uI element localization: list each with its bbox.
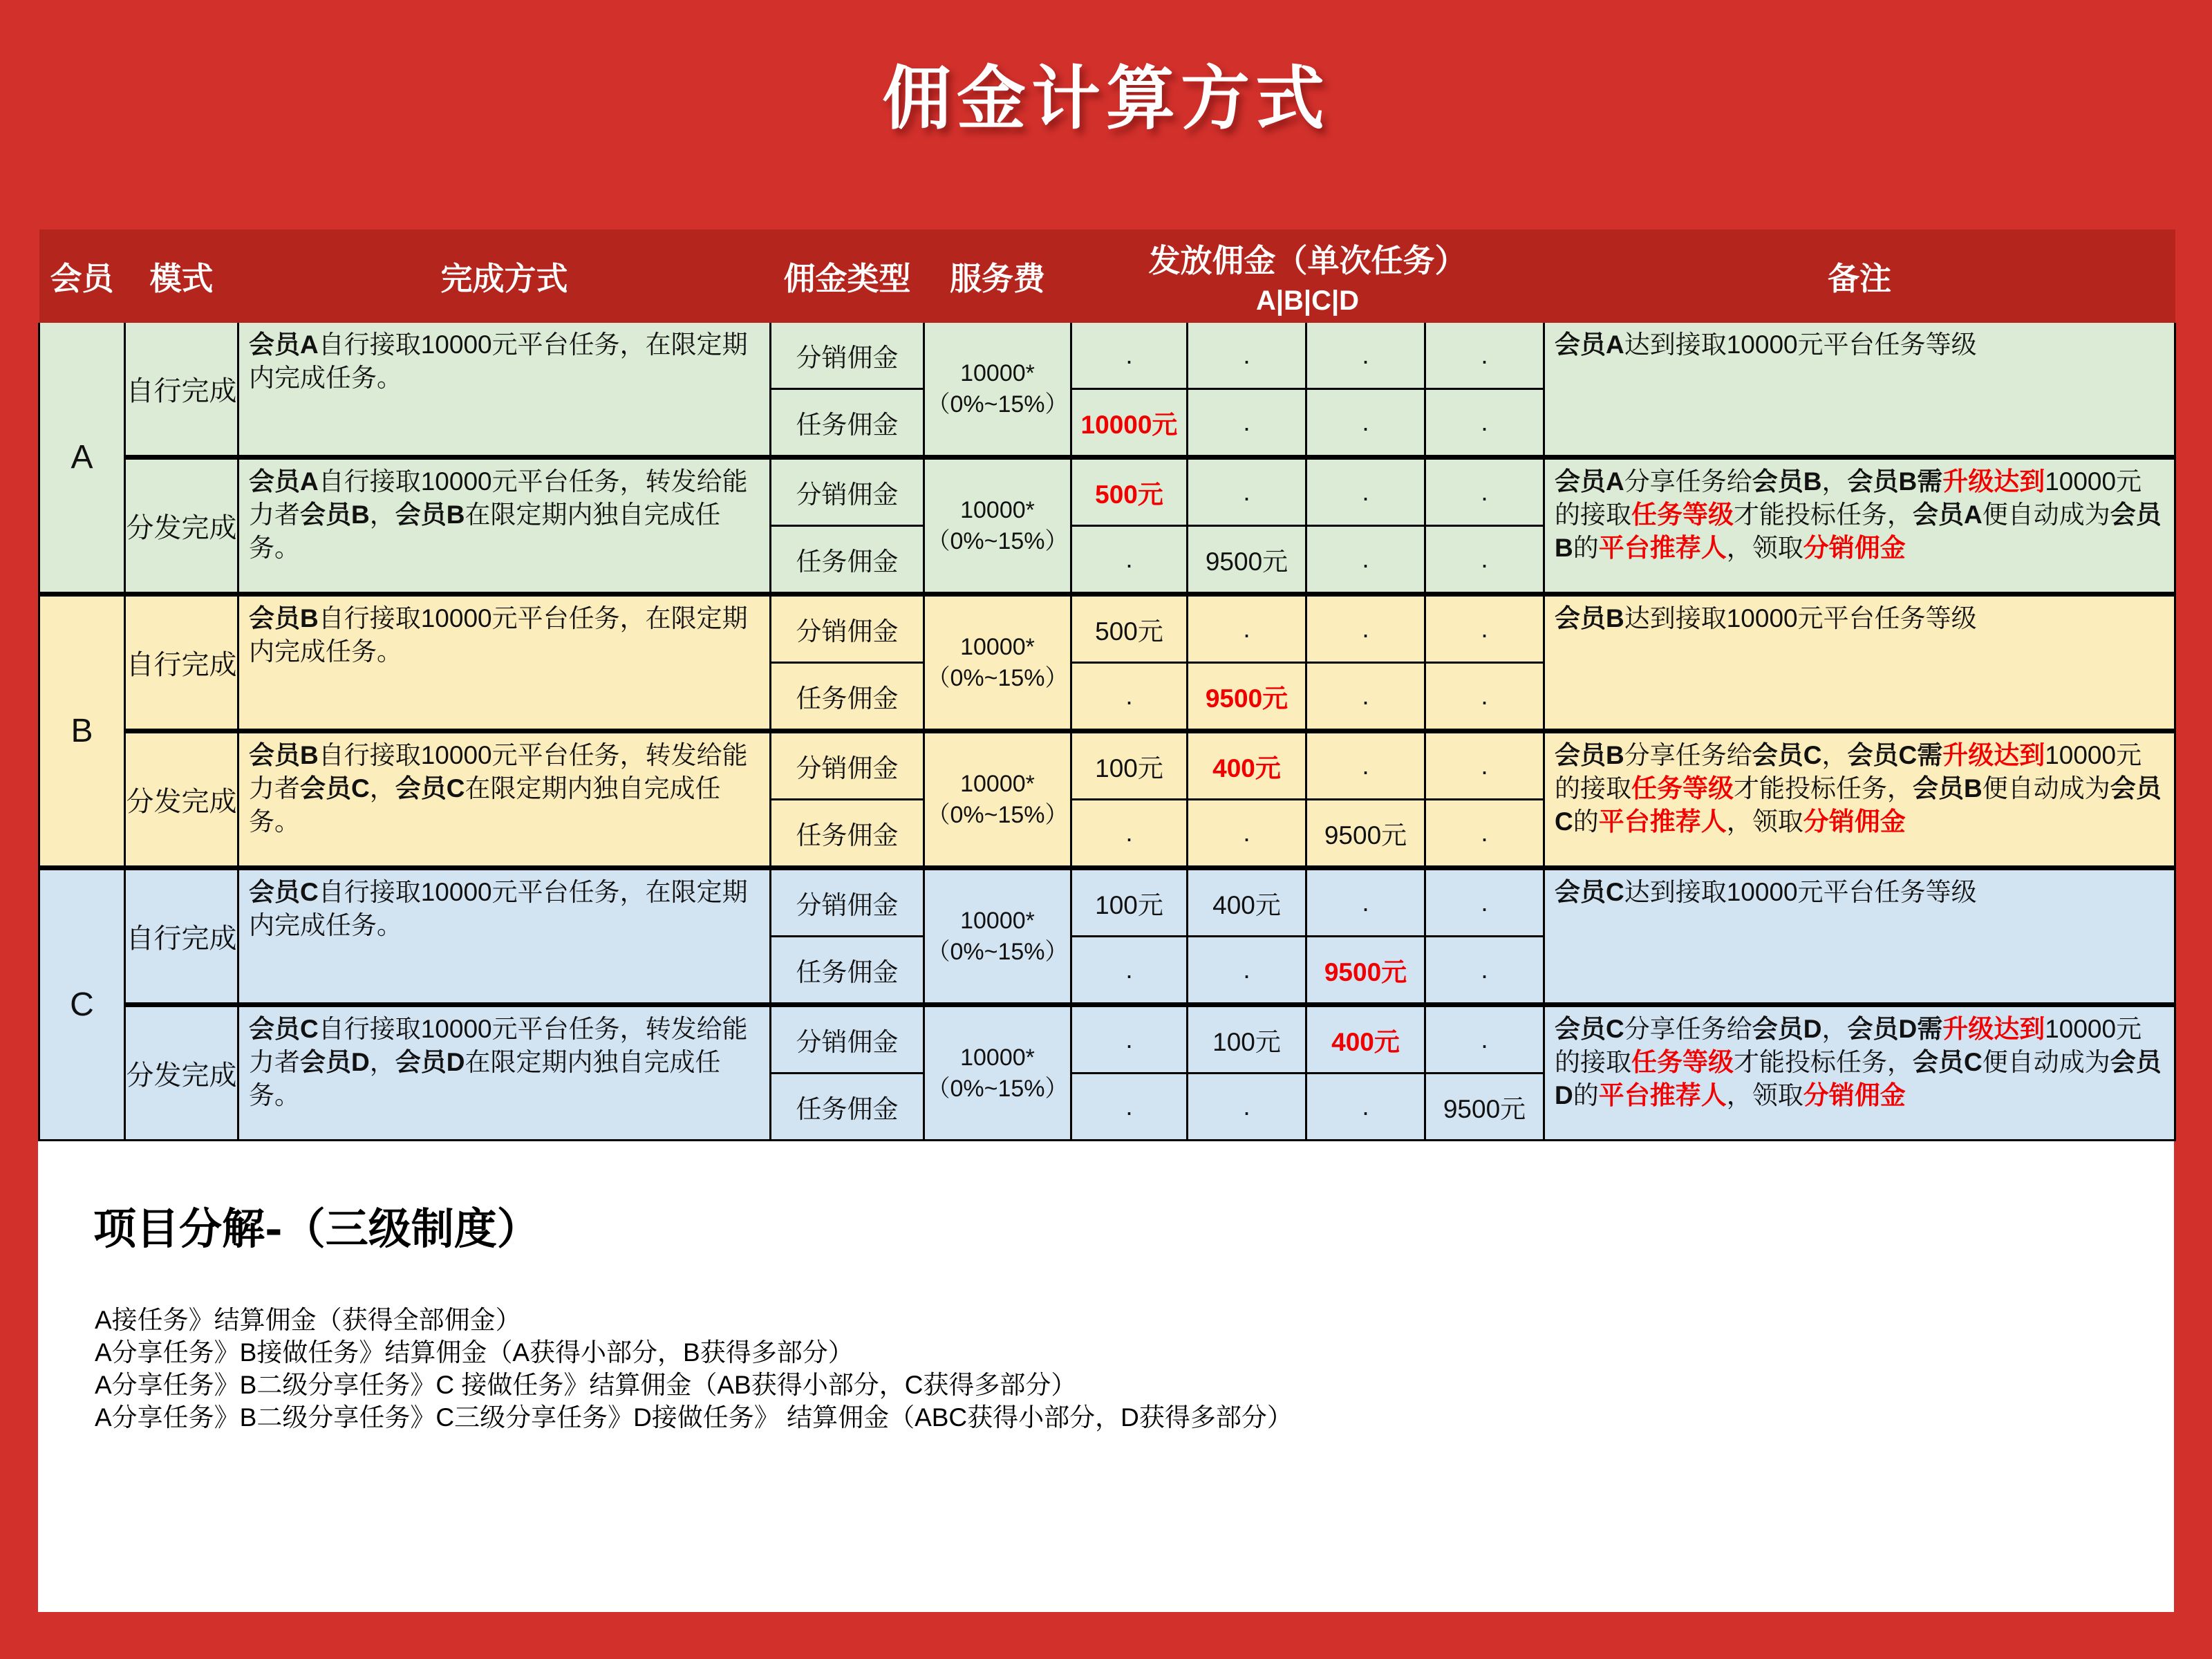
cell-value-D: . <box>1425 389 1544 458</box>
cell-commission-type: 任务佣金 <box>771 389 924 458</box>
header-row <box>39 229 2175 323</box>
header-commission-type: 佣金类型 <box>771 229 924 323</box>
cell-commission-type: 分销佣金 <box>771 868 924 937</box>
cell-value-C: . <box>1306 389 1425 458</box>
cell-value-C: . <box>1306 731 1425 800</box>
cell-value-D: . <box>1425 1005 1544 1074</box>
table-row <box>39 594 2175 663</box>
cell-commission-type: 分销佣金 <box>771 1005 924 1074</box>
cell-remark: 会员B达到接取10000元平台任务等级 <box>1544 594 2175 731</box>
cell-commission-type: 任务佣金 <box>771 1074 924 1141</box>
cell-method: 会员C自行接取10000元平台任务，转发给能力者会员D，会员D在限定期内独自完成任务。 <box>238 1005 771 1141</box>
table-row <box>39 458 2175 526</box>
cell-value-D: . <box>1425 458 1544 526</box>
cell-value-B: 9500元 <box>1188 663 1306 731</box>
cell-value-D: . <box>1425 526 1544 594</box>
cell-value-A: 10000元 <box>1071 389 1188 458</box>
header-remark: 备注 <box>1544 229 2175 323</box>
cell-mode: 自行完成 <box>125 594 238 731</box>
cell-service-fee: 10000* （0%~15%） <box>924 323 1071 458</box>
cell-value-C: 400元 <box>1306 1005 1425 1074</box>
commission-table-wrap <box>38 229 2174 1141</box>
cell-method: 会员B自行接取10000元平台任务，转发给能力者会员C，会员C在限定期内独自完成任务。 <box>238 731 771 868</box>
cell-commission-type: 任务佣金 <box>771 663 924 731</box>
header-payout-sub: A|B|C|D <box>1255 285 1360 316</box>
cell-remark: 会员B分享任务给会员C，会员C需升级达到10000元的接取任务等级才能投标任务，会员B便自动成为会员C的平台推荐人，领取分销佣金 <box>1544 731 2175 868</box>
cell-value-C: . <box>1306 594 1425 663</box>
cell-mode: 分发完成 <box>125 458 238 594</box>
header-mode: 模式 <box>125 229 238 323</box>
cell-commission-type: 分销佣金 <box>771 458 924 526</box>
table-row <box>39 323 2175 389</box>
cell-value-A: 100元 <box>1071 731 1188 800</box>
cell-value-C: . <box>1306 458 1425 526</box>
cell-value-D: . <box>1425 800 1544 868</box>
cell-mode: 自行完成 <box>125 323 238 458</box>
cell-value-A: . <box>1071 800 1188 868</box>
cell-value-B: . <box>1188 800 1306 868</box>
cell-value-B: . <box>1188 1074 1306 1141</box>
cell-service-fee: 10000* （0%~15%） <box>924 458 1071 594</box>
cell-value-A: 500元 <box>1071 594 1188 663</box>
cell-value-C: 9500元 <box>1306 800 1425 868</box>
header-service-fee: 服务费 <box>924 229 1071 323</box>
cell-value-B: 400元 <box>1188 731 1306 800</box>
header-method: 完成方式 <box>238 229 771 323</box>
cell-member: B <box>39 594 125 868</box>
cell-value-D: 9500元 <box>1425 1074 1544 1141</box>
cell-value-C: . <box>1306 323 1425 389</box>
cell-value-A: 100元 <box>1071 868 1188 937</box>
cell-value-B: 100元 <box>1188 1005 1306 1074</box>
cell-value-A: . <box>1071 1005 1188 1074</box>
cell-commission-type: 分销佣金 <box>771 731 924 800</box>
breakdown-line: A分享任务》B二级分享任务》C三级分享任务》D接做任务》 结算佣金（ABC获得小部分，D获得多部分） <box>95 1403 1293 1432</box>
cell-value-D: . <box>1425 731 1544 800</box>
cell-value-B: . <box>1188 594 1306 663</box>
header-member: 会员 <box>39 229 125 323</box>
cell-value-C: . <box>1306 1074 1425 1141</box>
cell-remark: 会员A分享任务给会员B，会员B需升级达到10000元的接取任务等级才能投标任务，会员A便自动成为会员B的平台推荐人，领取分销佣金 <box>1544 458 2175 594</box>
cell-commission-type: 分销佣金 <box>771 594 924 663</box>
cell-service-fee: 10000* （0%~15%） <box>924 1005 1071 1141</box>
table-row <box>39 868 2175 937</box>
cell-service-fee: 10000* （0%~15%） <box>924 731 1071 868</box>
breakdown-line: A接任务》结算佣金（获得全部佣金） <box>95 1306 521 1334</box>
cell-member: A <box>39 323 125 594</box>
cell-value-B: . <box>1188 323 1306 389</box>
cell-value-B: 9500元 <box>1188 526 1306 594</box>
cell-value-B: . <box>1188 937 1306 1005</box>
cell-mode: 分发完成 <box>125 1005 238 1141</box>
cell-method: 会员B自行接取10000元平台任务，在限定期内完成任务。 <box>238 594 771 731</box>
cell-service-fee: 10000* （0%~15%） <box>924 868 1071 1005</box>
cell-method: 会员C自行接取10000元平台任务，在限定期内完成任务。 <box>238 868 771 1005</box>
cell-value-D: . <box>1425 594 1544 663</box>
cell-remark: 会员C分享任务给会员D，会员D需升级达到10000元的接取任务等级才能投标任务，会员C便自动成为会员D的平台推荐人，领取分销佣金 <box>1544 1005 2175 1141</box>
cell-value-D: . <box>1425 868 1544 937</box>
cell-value-C: . <box>1306 868 1425 937</box>
header-payout-title: 发放佣金（单次任务） <box>1148 243 1467 279</box>
cell-value-C: 9500元 <box>1306 937 1425 1005</box>
cell-method: 会员A自行接取10000元平台任务，转发给能力者会员B，会员B在限定期内独自完成任务。 <box>238 458 771 594</box>
cell-value-A: . <box>1071 323 1188 389</box>
cell-value-A: 500元 <box>1071 458 1188 526</box>
cell-remark: 会员C达到接取10000元平台任务等级 <box>1544 868 2175 1005</box>
cell-value-D: . <box>1425 323 1544 389</box>
breakdown-heading: 项目分解-（三级制度） <box>93 1203 540 1254</box>
header-payout <box>1071 229 1544 323</box>
commission-table <box>38 229 2176 1141</box>
cell-service-fee: 10000* （0%~15%） <box>924 594 1071 731</box>
page-title: 佣金计算方式 <box>882 57 1330 139</box>
cell-mode: 分发完成 <box>125 731 238 868</box>
cell-value-B: . <box>1188 458 1306 526</box>
cell-value-A: . <box>1071 526 1188 594</box>
cell-value-A: . <box>1071 937 1188 1005</box>
cell-method: 会员A自行接取10000元平台任务，在限定期内完成任务。 <box>238 323 771 458</box>
cell-mode: 自行完成 <box>125 868 238 1005</box>
cell-value-B: . <box>1188 389 1306 458</box>
cell-value-D: . <box>1425 937 1544 1005</box>
cell-commission-type: 任务佣金 <box>771 937 924 1005</box>
breakdown-line: A分享任务》B二级分享任务》C 接做任务》结算佣金（AB获得小部分，C获得多部分） <box>95 1371 1077 1399</box>
cell-commission-type: 任务佣金 <box>771 800 924 868</box>
cell-value-C: . <box>1306 663 1425 731</box>
cell-value-C: . <box>1306 526 1425 594</box>
cell-commission-type: 分销佣金 <box>771 323 924 389</box>
cell-value-A: . <box>1071 663 1188 731</box>
cell-value-D: . <box>1425 663 1544 731</box>
cell-commission-type: 任务佣金 <box>771 526 924 594</box>
cell-value-B: 400元 <box>1188 868 1306 937</box>
cell-remark: 会员A达到接取10000元平台任务等级 <box>1544 323 2175 458</box>
table-row <box>39 1005 2175 1074</box>
breakdown-lines <box>95 1304 1293 1434</box>
table-row <box>39 731 2175 800</box>
cell-value-A: . <box>1071 1074 1188 1141</box>
cell-member: C <box>39 868 125 1141</box>
breakdown-line: A分享任务》B接做任务》结算佣金（A获得小部分，B获得多部分） <box>95 1338 854 1367</box>
